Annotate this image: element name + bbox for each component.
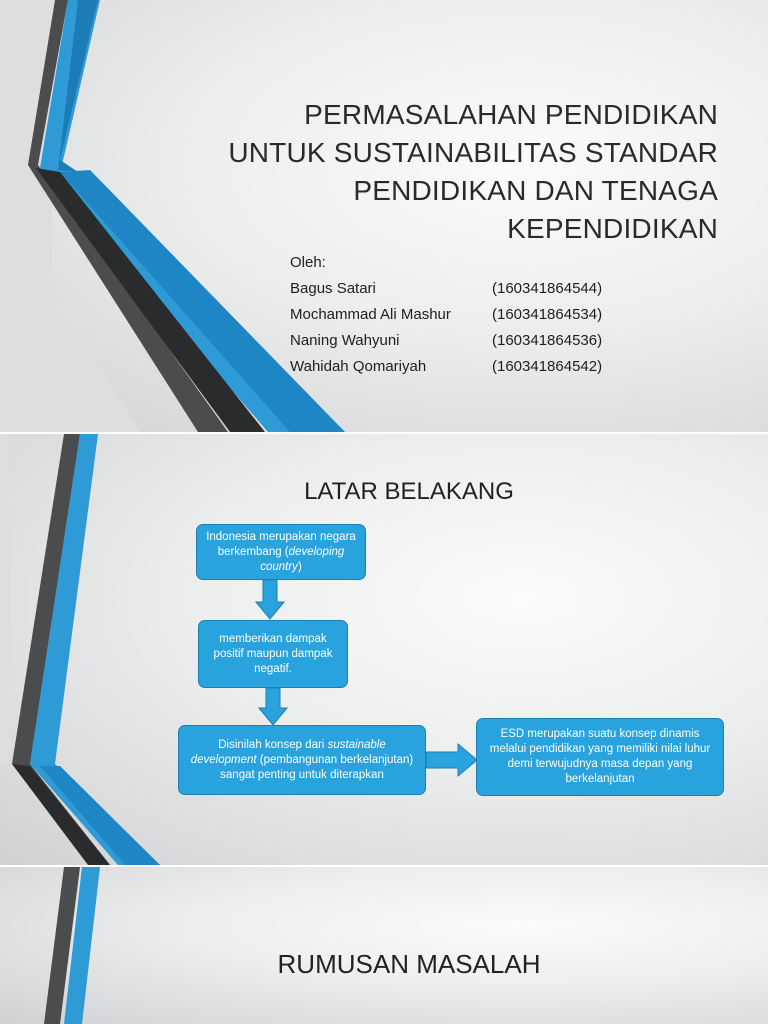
box-text: Disinilah konsep dari — [218, 738, 328, 751]
author-name: Mochammad Ali Mashur — [290, 306, 451, 323]
by-label: Oleh: — [290, 254, 326, 271]
down-arrow-icon — [255, 580, 285, 620]
box-text: Indonesia merupakan negara berkembang ( — [206, 530, 356, 558]
author-name: Naning Wahyuni — [290, 332, 400, 349]
author-nim: (160341864534) — [492, 306, 603, 323]
author-name: Bagus Satari — [290, 280, 376, 297]
author-row — [290, 276, 602, 302]
presentation-title — [198, 96, 718, 248]
slide-heading: LATAR BELAKANG — [304, 478, 514, 505]
down-arrow-icon — [258, 688, 288, 726]
box-text: ESD merupakan suatu konsep dinamis melalui pendidikan yang memiliki nilai luhur demi terwujudnya masa depan yang berkelanjutan — [489, 728, 711, 785]
author-row — [290, 328, 602, 354]
slide-latar-belakang — [0, 434, 768, 865]
flow-box-dampak — [198, 620, 348, 688]
box-text: ) — [297, 560, 302, 573]
author-nim: (160341864544) — [492, 280, 603, 297]
title-line: PENDIDIKAN DAN TENAGA — [353, 175, 718, 206]
author-nim: (160341864542) — [492, 358, 603, 375]
author-list — [290, 250, 602, 380]
title-line: KEPENDIDIKAN — [507, 213, 718, 244]
slide-rumusan-masalah — [0, 867, 768, 1024]
box-emphasis: sustainable development — [190, 738, 386, 766]
author-name: Wahidah Qomariyah — [290, 358, 427, 375]
slide-heading: RUMUSAN MASALAH — [277, 949, 541, 979]
decorative-stripes — [0, 867, 768, 1024]
author-row — [290, 302, 602, 328]
author-nim: (160341864536) — [492, 332, 603, 349]
slide-title — [0, 0, 768, 432]
flow-box-esd — [476, 718, 724, 796]
title-line: UNTUK SUSTAINABILITAS STANDAR — [228, 137, 718, 168]
flow-box-indonesia — [196, 524, 366, 580]
box-text: memberikan dampak positif maupun dampak negatif. — [213, 632, 333, 675]
author-row — [290, 354, 602, 380]
title-line: PERMASALAHAN PENDIDIKAN — [304, 99, 718, 130]
flow-box-sustainable — [178, 725, 426, 795]
box-emphasis: developing country — [260, 545, 345, 573]
box-text: (pembangunan berkelanjutan) sangat penting untuk diterapkan — [220, 753, 414, 781]
right-arrow-icon — [426, 743, 478, 777]
